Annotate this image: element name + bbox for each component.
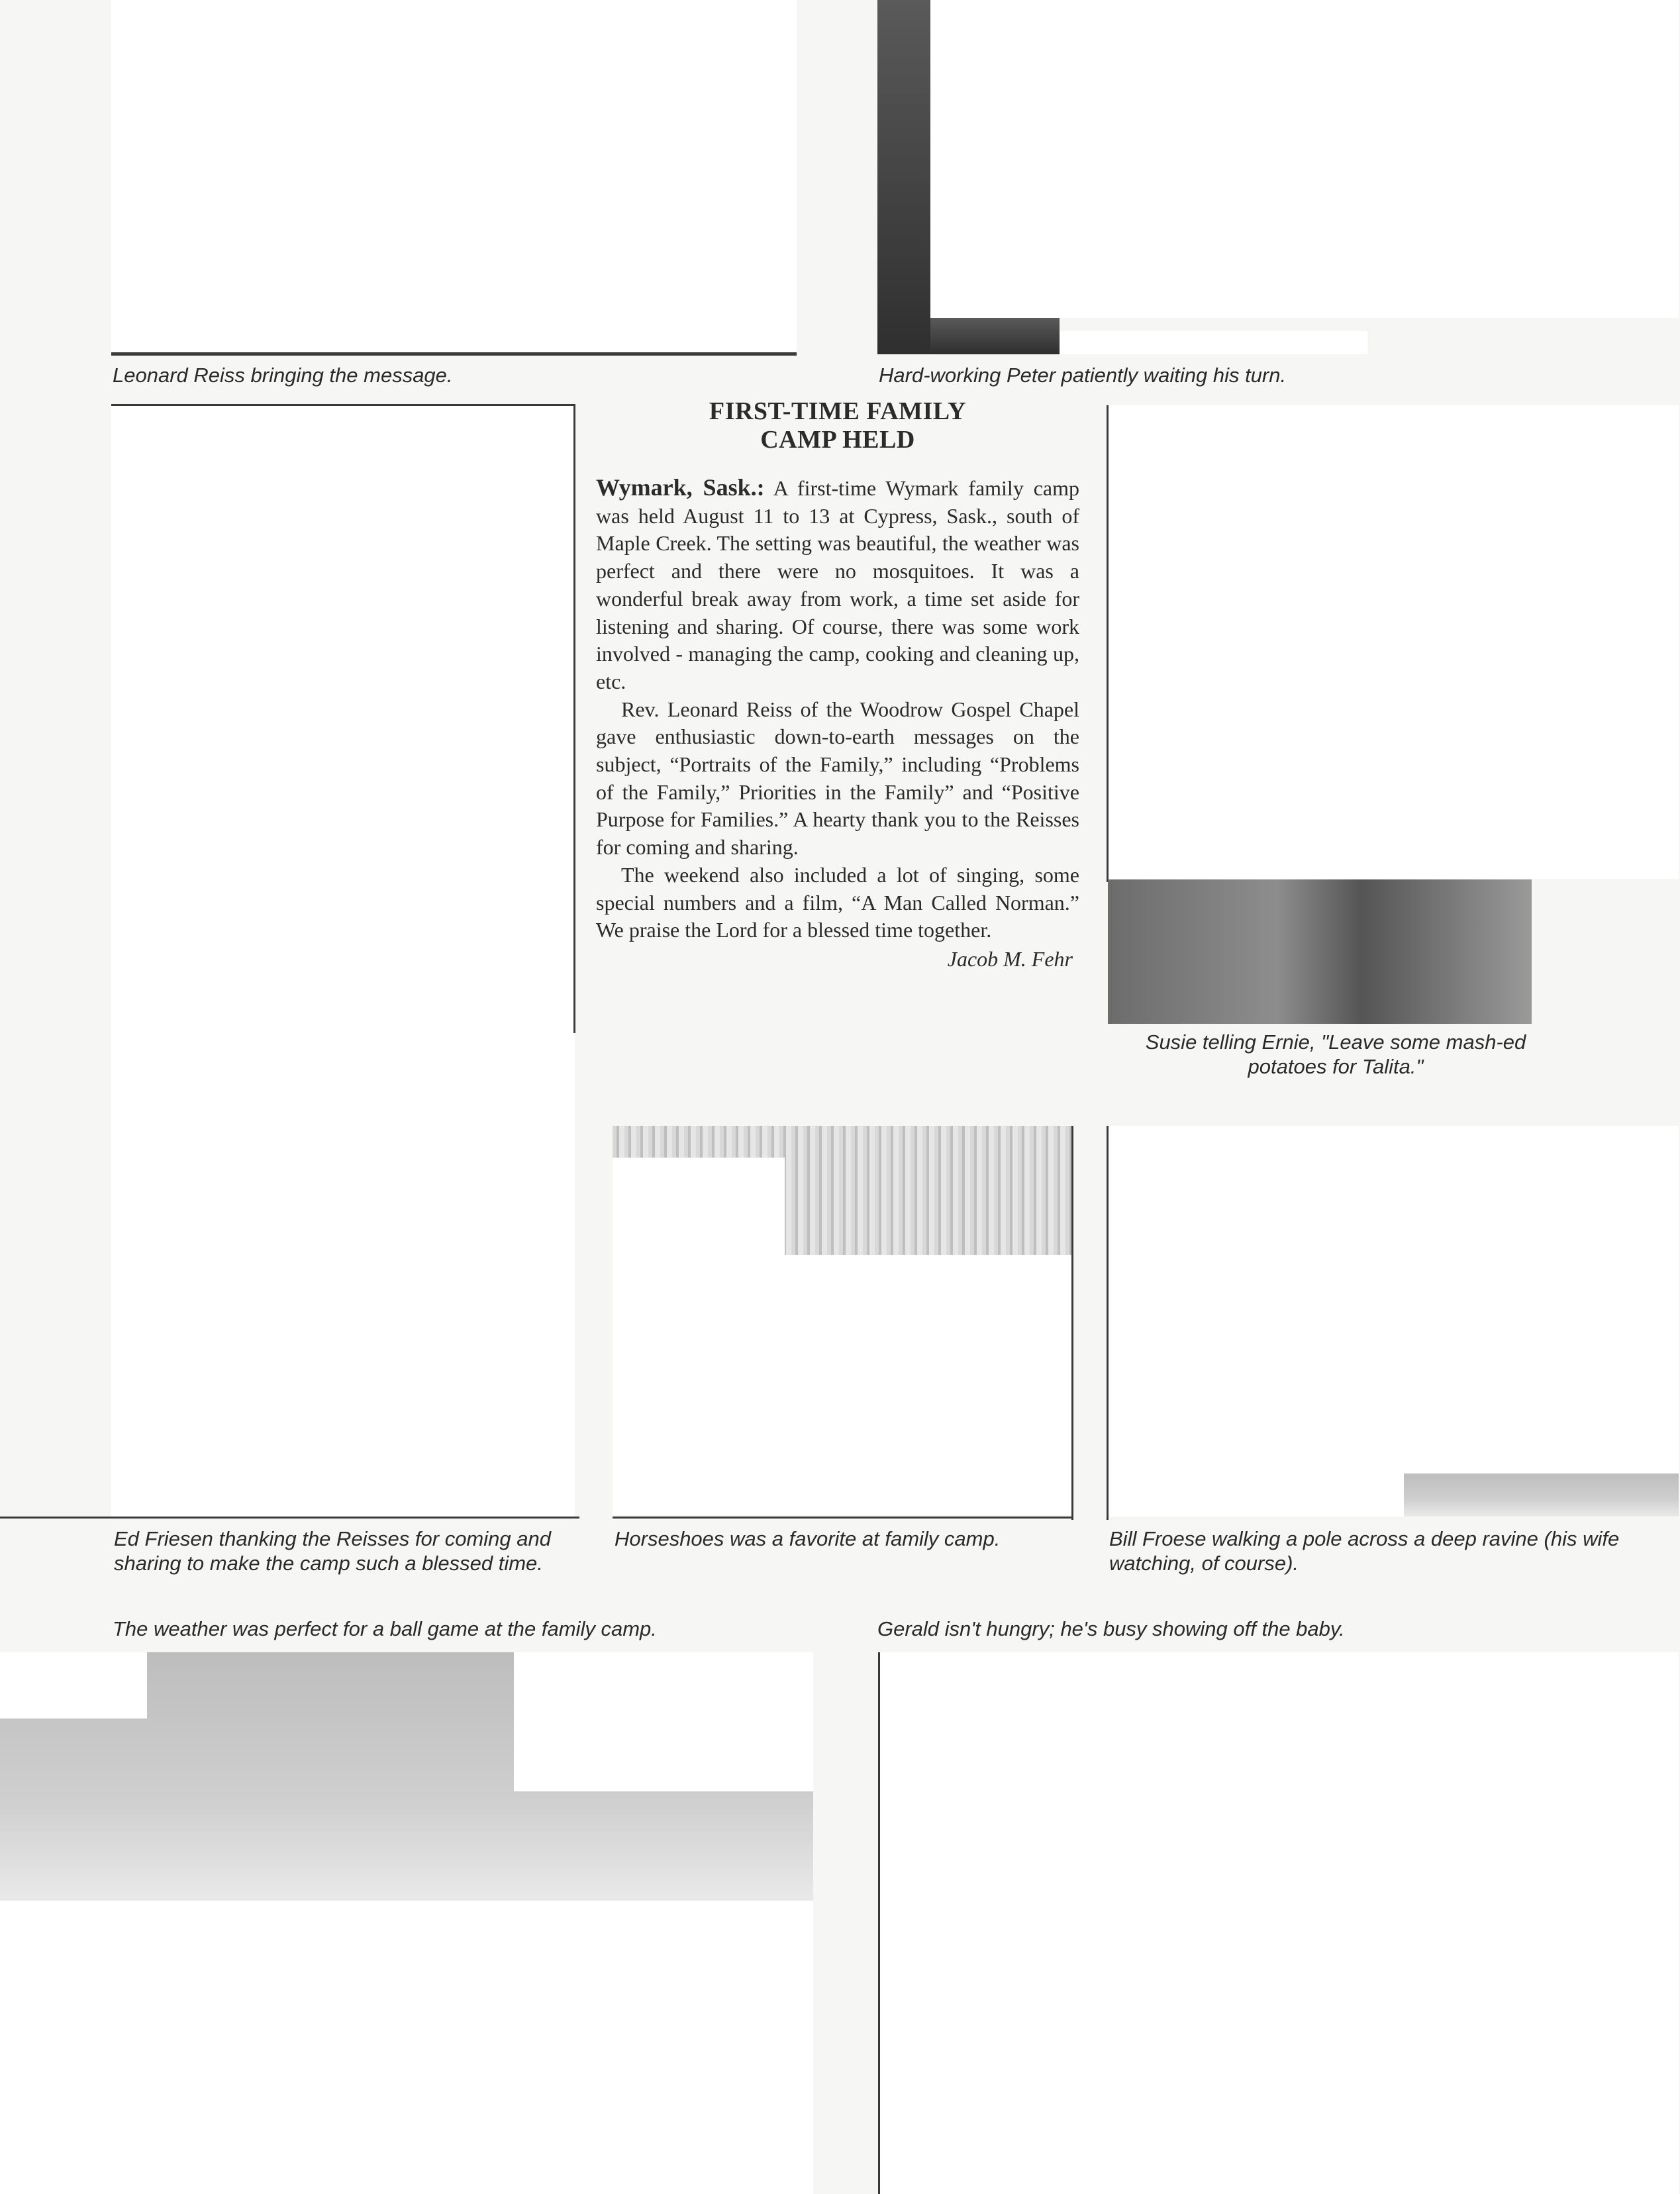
photo-peter-lower-strip bbox=[930, 318, 1060, 354]
article-byline: Jacob M. Fehr bbox=[947, 946, 1073, 971]
photo-ballgame-lower bbox=[0, 1901, 813, 2194]
article-paragraph-1-text: A first-time Wymark family camp was held August 11 to 13 at Cypress, Sask., south of Maple Creek. The setting was beautiful, the weather was perfect and there were no mosquitoes. It was a wonderful break away from work, a time set aside for listening and sharing. Of course, there was some work involved - managing the camp, cooking and cleaning up, etc. bbox=[596, 476, 1080, 693]
article-family-camp bbox=[596, 397, 1079, 973]
caption-gerald: Gerald isn't hungry; he's busy showing off the baby. bbox=[877, 1617, 1345, 1640]
photo-peter bbox=[877, 0, 930, 354]
article-paragraph-1 bbox=[596, 474, 1079, 696]
headline-line-2: CAMP HELD bbox=[760, 426, 915, 454]
photo-horseshoes-lower bbox=[613, 1158, 785, 1515]
caption-leonard: Leonard Reiss bringing the message. bbox=[113, 364, 453, 387]
photo-bill-ground-strip bbox=[1404, 1473, 1679, 1517]
photo-horseshoes-lower-right bbox=[785, 1255, 1073, 1515]
photo-peter-light-area bbox=[930, 0, 1679, 318]
photo-horseshoes-bottom-edge bbox=[613, 1517, 1073, 1519]
caption-ballgame: The weather was perfect for a ball game at the family camp. bbox=[113, 1617, 657, 1640]
photo-right-upper bbox=[1108, 405, 1679, 879]
article-body bbox=[596, 474, 1079, 973]
photo-peter-lower-light bbox=[1060, 331, 1367, 354]
photo-leonard-reiss bbox=[111, 0, 797, 354]
photo-right-upper-left-edge bbox=[1107, 405, 1109, 882]
caption-horseshoes: Horseshoes was a favorite at family camp. bbox=[615, 1527, 1001, 1550]
caption-peter: Hard-working Peter patiently waiting his turn. bbox=[879, 364, 1287, 387]
headline-line-1: FIRST-TIME FAMILY bbox=[709, 397, 967, 425]
photo-bottom-edge bbox=[111, 352, 797, 356]
photo-horseshoes-right-edge bbox=[1071, 1126, 1073, 1520]
article-paragraph-3: The weekend also included a lot of singing, some special numbers and a film, “A Man Called Norman.” We praise the Lord for a blessed time together. bbox=[596, 862, 1079, 942]
photo-bill-froese bbox=[1109, 1126, 1679, 1517]
photo-ballgame-light-right bbox=[514, 1652, 813, 1791]
article-dateline: Wymark, Sask.: bbox=[596, 474, 765, 501]
photo-bill-left-edge bbox=[1107, 1126, 1109, 1520]
caption-ed: Ed Friesen thanking the Reisses for coming and sharing to make the camp such a blessed time. bbox=[114, 1527, 551, 1575]
photo-ed-right-edge bbox=[573, 404, 575, 1033]
photo-susie bbox=[1108, 879, 1532, 1024]
photo-gerald-left-edge bbox=[878, 1652, 880, 2194]
article-headline bbox=[596, 397, 1079, 454]
photo-ed-friesen bbox=[111, 405, 575, 1518]
caption-susie: Susie telling Ernie, "Leave some mash-ed potatoes for Talita." bbox=[1145, 1030, 1526, 1078]
photo-ballgame-light-left bbox=[0, 1652, 147, 1719]
article-paragraph-2: Rev. Leonard Reiss of the Woodrow Gospel Chapel gave enthusiastic down-to-earth messages on the subject, “Portraits of the Family,” including “Problems of the Family,” Priorities in the Family” and “Positive Purpose for Families.” A hearty thank you to the Reisses for coming and sharing. bbox=[596, 697, 1079, 860]
photo-ed-top-edge bbox=[111, 404, 575, 406]
photo-ed-bottom-edge bbox=[0, 1517, 579, 1519]
photo-gerald bbox=[879, 1652, 1679, 2194]
caption-bill: Bill Froese walking a pole across a deep ravine (his wife watching, of course). bbox=[1109, 1527, 1620, 1575]
